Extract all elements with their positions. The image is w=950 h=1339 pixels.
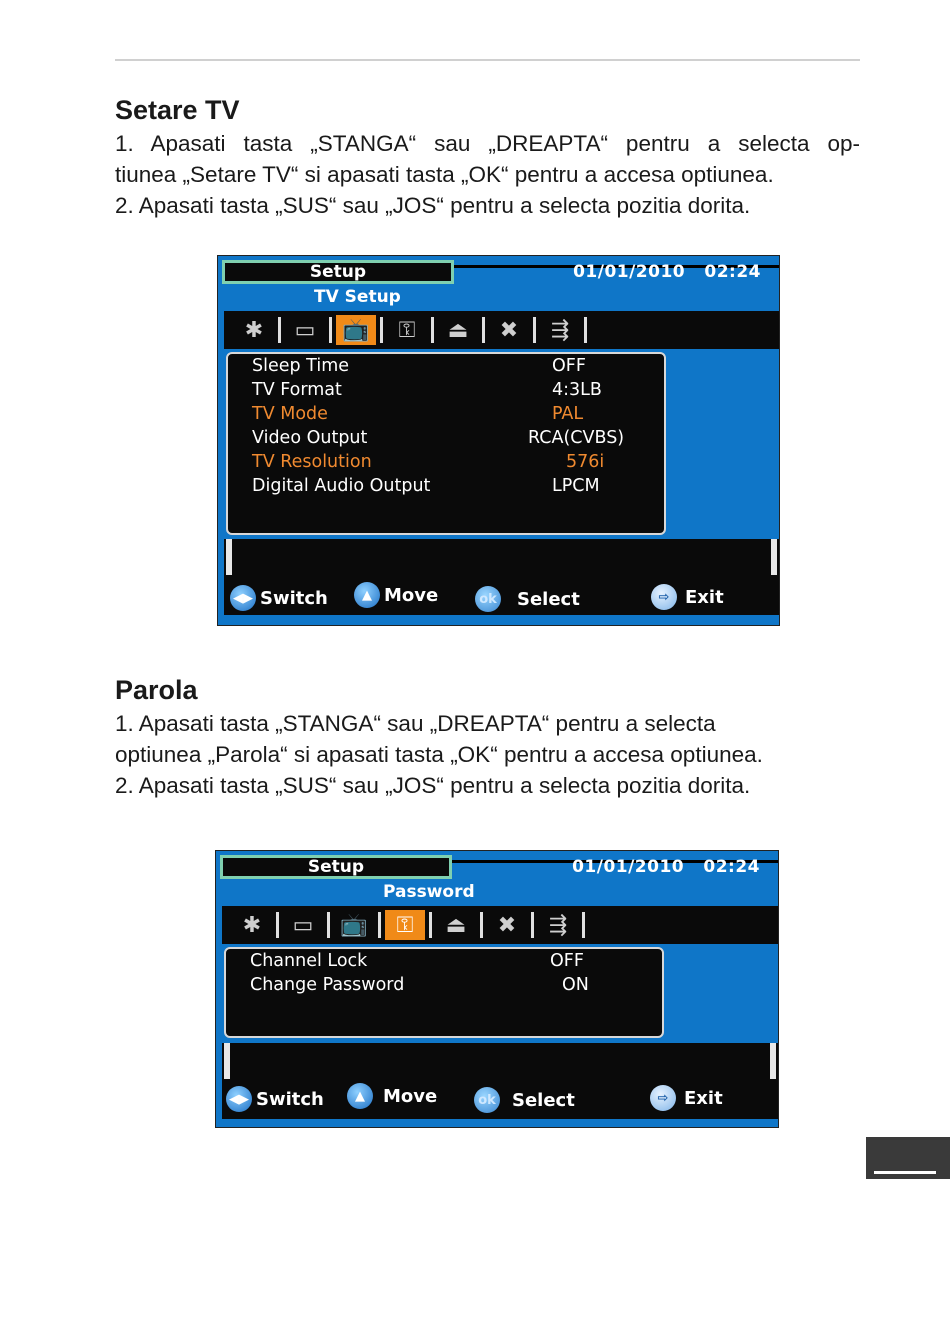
select-hint [474, 1087, 575, 1113]
exit-icon: ⇨ [651, 584, 677, 610]
separator [431, 317, 434, 343]
settings-menu [224, 947, 664, 1038]
exit-hint [651, 584, 724, 610]
usb-icon[interactable]: ⇶ [550, 317, 570, 343]
ok-icon: ok [474, 1087, 500, 1113]
text-line: 2. Apasati tasta „SUS“ sau „JOS“ pentru a selecta pozitia dorita. [115, 773, 751, 798]
category-icon-bar [224, 311, 779, 349]
move-icon: ▲ [347, 1083, 373, 1109]
tools-icon[interactable]: ✱ [242, 912, 262, 938]
row-value: LPCM [552, 476, 600, 496]
text-line: 1. Apasati tasta „STANGA“ sau „DREAPTA“ pentru a selecta [115, 711, 716, 736]
exit-label: Exit [684, 1087, 723, 1109]
scroll-right-bar [771, 539, 777, 575]
video-icon[interactable]: ▭ [292, 912, 314, 938]
select-label: Select [517, 588, 580, 610]
separator [482, 317, 485, 343]
row-label: TV Resolution [252, 452, 372, 472]
separator [429, 912, 432, 938]
menu-row-digital-audio-output[interactable] [252, 476, 664, 500]
separator [329, 317, 332, 343]
ok-icon: ok [475, 586, 501, 612]
scroll-right-bar [770, 1043, 776, 1079]
switch-label: Switch [260, 587, 328, 609]
install-icon[interactable]: ⏏ [445, 912, 467, 938]
switch-hint [226, 1086, 324, 1112]
text-line: optiunea „Parola“ si apasati tasta „OK“ pentru a accesa optiunea. [115, 742, 763, 767]
separator [327, 912, 330, 938]
datetime: 01/01/2010 02:24 [573, 262, 761, 282]
switch-icon: ◀▶ [230, 585, 256, 611]
setup-header-tab: Setup [222, 260, 454, 284]
setup-header-tab: Setup [220, 855, 452, 879]
separator [584, 317, 587, 343]
subtitle: TV Setup [314, 287, 401, 307]
page-thumb-tab [866, 1137, 950, 1179]
move-icon: ▲ [354, 582, 380, 608]
row-value: PAL [552, 404, 584, 424]
row-value: OFF [550, 951, 584, 971]
video-icon[interactable]: ▭ [294, 317, 316, 343]
text-line: tiunea „Setare TV“ si apasati tasta „OK“ pentru a accesa optiunea. [115, 162, 774, 187]
separator [278, 317, 281, 343]
row-value: OFF [552, 356, 586, 376]
row-label: Channel Lock [250, 951, 368, 971]
switch-label: Switch [256, 1088, 324, 1110]
menu-row-sleep-time[interactable] [252, 356, 664, 380]
select-hint [475, 586, 580, 612]
menu-row-tv-resolution[interactable] [252, 452, 664, 476]
move-hint [354, 582, 438, 608]
install-icon[interactable]: ⏏ [447, 317, 469, 343]
password-icon[interactable]: ⚿ [398, 317, 416, 343]
usb-icon[interactable]: ⇶ [548, 912, 568, 938]
row-value: 4:3LB [552, 380, 602, 400]
row-value: ON [562, 975, 589, 995]
switch-hint [230, 585, 328, 611]
text-line: 2. Apasati tasta „SUS“ sau „JOS“ pentru a selecta pozitia dorita. [115, 193, 751, 218]
move-label: Move [384, 584, 439, 606]
tv-setup-screen [217, 255, 780, 626]
move-label: Move [383, 1085, 438, 1107]
section-title-parola: Parola [115, 675, 198, 705]
menu-row-change-password[interactable] [250, 975, 662, 999]
exit-label: Exit [685, 586, 724, 608]
separator [276, 912, 279, 938]
tools-icon[interactable]: ✱ [244, 317, 264, 343]
section-text-parola [115, 708, 860, 801]
row-value: RCA(CVBS) [528, 428, 625, 448]
menu-row-tv-mode[interactable] [252, 404, 664, 428]
row-label: Sleep Time [252, 356, 350, 376]
row-label: TV Mode [252, 404, 328, 424]
exit-icon: ⇨ [650, 1085, 676, 1111]
row-label: Video Output [252, 428, 368, 448]
menu-row-channel-lock[interactable] [250, 951, 662, 975]
exit-hint [650, 1085, 723, 1111]
separator [480, 912, 483, 938]
row-label: Digital Audio Output [252, 476, 431, 496]
separator [380, 317, 383, 343]
separator [531, 912, 534, 938]
move-hint [347, 1083, 437, 1109]
scroll-left-bar [224, 1043, 230, 1079]
menu-row-video-output[interactable] [252, 428, 664, 452]
section-title-setare-tv: Setare TV [115, 95, 240, 125]
menu-row-tv-format[interactable] [252, 380, 664, 404]
misc-icon[interactable]: ✖ [497, 912, 517, 938]
password-screen [215, 850, 779, 1128]
tv-icon[interactable]: 📺 [340, 912, 368, 938]
separator [378, 912, 381, 938]
password-icon[interactable]: ⚿ [385, 910, 425, 940]
select-label: Select [512, 1089, 575, 1111]
page-tab-line [874, 1171, 936, 1174]
switch-icon: ◀▶ [226, 1086, 252, 1112]
misc-icon[interactable]: ✖ [499, 317, 519, 343]
top-rule [115, 59, 860, 61]
section-text-setare-tv [115, 128, 860, 221]
row-label: TV Format [252, 380, 342, 400]
settings-menu [226, 352, 666, 535]
subtitle: Password [383, 882, 475, 902]
row-value: 576i [566, 452, 605, 472]
row-label: Change Password [250, 975, 405, 995]
text-line: 1. Apasati tasta „STANGA“ sau „DREAPTA“ pentru a selecta op- [115, 131, 860, 156]
scroll-left-bar [226, 539, 232, 575]
datetime: 01/01/2010 02:24 [572, 857, 760, 877]
tv-icon[interactable]: 📺 [336, 315, 376, 345]
category-icon-bar [222, 906, 778, 944]
separator [533, 317, 536, 343]
separator [582, 912, 585, 938]
